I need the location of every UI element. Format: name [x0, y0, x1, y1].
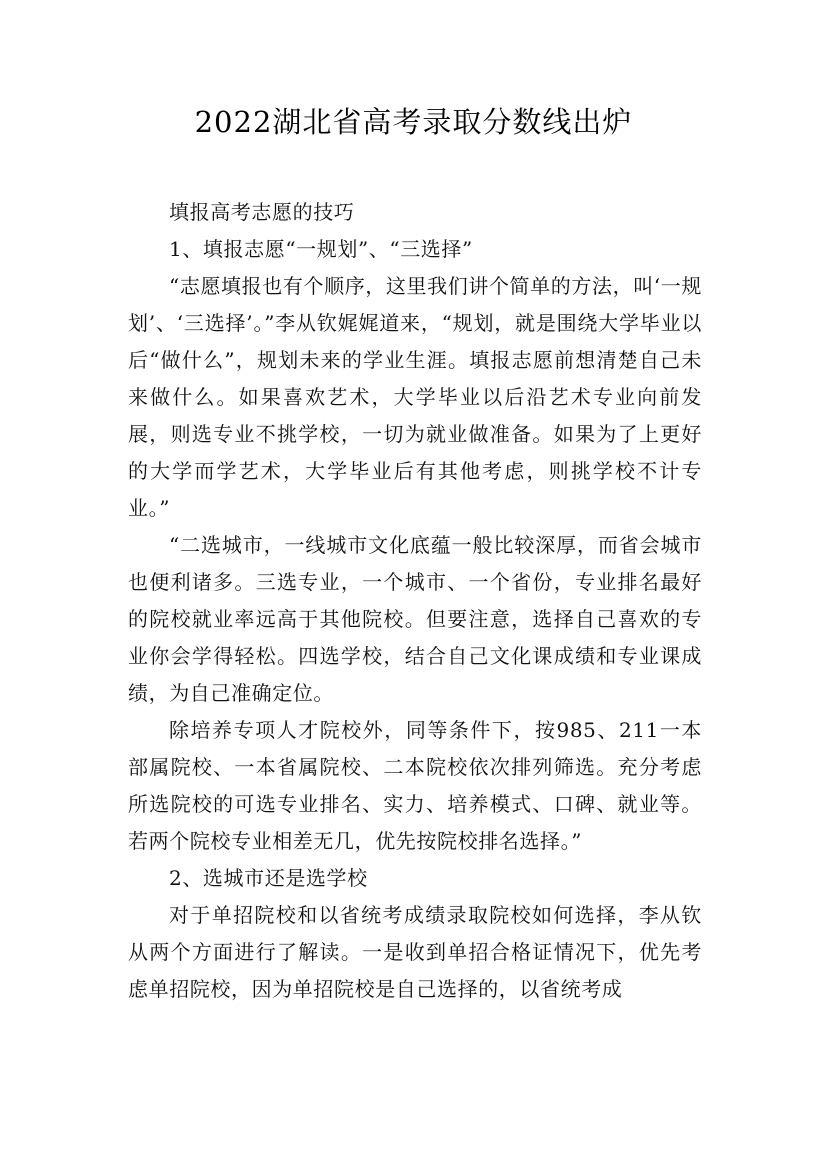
paragraph-ranking: 除培养专项人才院校外，同等条件下，按985、211一本部属院校、一本省属院校、二本院校依次排列筛选。充分考虑所选院校的可选专业排名、实力、培养模式、口碑、就业等。若两个院校专业相差无几，优先按院校排名选择。” — [128, 718, 702, 853]
paragraph-city-major: “二选城市，一线城市文化底蕴一般比较深厚，而省会城市也便利诸多。三选专业，一个城市、一个省份，专业排名最好的院校就业率远高于其他院校。但要注意，选择自己喜欢的专业你会学得轻松。四选学校，结合自己文化课成绩和专业课成绩，为自己准确定位。 — [128, 533, 702, 705]
paragraph-single-recruitment: 对于单招院校和以省统考成绩录取院校如何选择，李从钦从两个方面进行了解读。一是收到单招合格证情况下，优先考虑单招院校，因为单招院校是自己选择的，以省统考成 — [128, 903, 702, 1001]
subheading-city-or-school: 2、选城市还是选学校 — [169, 866, 368, 890]
document-title: 2022湖北省高考录取分数线出炉 — [194, 105, 633, 139]
subheading-planning: 1、填报志愿“一规划”、“三选择” — [169, 237, 473, 261]
paragraph-planning: “志愿填报也有个顺序，这里我们讲个简单的方法，叫‘一规划’、‘三选择’。”李从钦娓娓道来，“规划，就是围绕大学毕业以后“做什么”，规划未来的学业生涯。填报志愿前想清楚自己未来做什么。如果喜欢艺术，大学毕业以后沿艺术专业向前发展，则选专业不挑学校，一切为就业做准备。如果为了上更好的大学而学艺术，大学毕业后有其他考虑，则挑学校不计专业。” — [128, 274, 702, 520]
section-heading-tips: 填报高考志愿的技巧 — [169, 200, 355, 224]
document-body — [128, 194, 702, 1008]
